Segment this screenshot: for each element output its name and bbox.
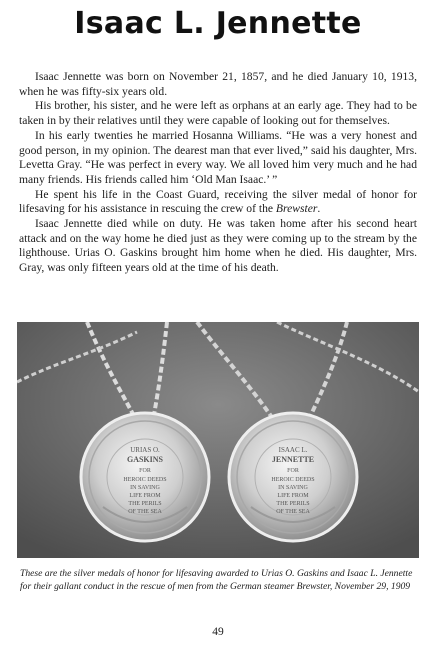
medal-left [81, 413, 209, 541]
medal-left-line-8: OF THE SEA [128, 509, 162, 515]
medal-right-line-4: HEROIC DEEDS [271, 477, 315, 483]
paragraph-marriage: In his early twenties he married Hosanna Williams. “He was a very honest and good person, in my opinion. The dearest man that ever lived,” said his daughter, Mrs. Levetta Gray. “He was perfect in every way. We all loved him very much and he had many friends. His friends called him ‘Old Man Isaac.’ ” [19, 128, 417, 186]
medals-image [17, 322, 419, 558]
medals-photo [17, 322, 419, 558]
medal-right-line-1: ISAAC L. [278, 446, 308, 454]
medal-right-line-2: JENNETTE [271, 455, 315, 464]
medal-left-line-4: HEROIC DEEDS [123, 477, 167, 483]
coast-guard-text: He spent his life in the Coast Guard, receiving the silver medal of honor for lifesaving for his assistance in rescuing the crew of the [19, 187, 417, 216]
page-title: Isaac L. Jennette [74, 6, 362, 41]
medal-left-line-3: FOR [139, 468, 151, 474]
medal-right [229, 413, 357, 541]
ship-name: Brewster [275, 202, 318, 216]
paragraph-birth: Isaac Jennette was born on November 21, 1857, and he died January 10, 1913, when he was fifty-six years old. [19, 70, 417, 98]
medal-left-line-6: LIFE FROM [129, 493, 161, 499]
medal-right-line-5: IN SAVING [278, 485, 308, 491]
medal-right-line-6: LIFE FROM [277, 493, 309, 499]
medal-right-line-8: OF THE SEA [276, 509, 310, 515]
paragraph-orphans: His brother, his sister, and he were left as orphans at an early age. They had to be taken in by their relatives until they were capable of looking out for themselves. [19, 99, 417, 128]
medal-left-line-5: IN SAVING [130, 485, 160, 491]
medal-left-line-2: GASKINS [126, 455, 164, 464]
medal-right-line-3: FOR [287, 468, 299, 474]
article-body [19, 70, 417, 276]
medal-left-line-7: THE PERILS [128, 501, 162, 507]
medal-right-line-7: THE PERILS [276, 501, 310, 507]
medal-left-line-1: URIAS O. [130, 446, 160, 454]
page-number: 49 [212, 626, 224, 638]
paragraph-death: Isaac Jennette died while on duty. He was taken home after his second heart attack and on the way home he died just as they were coming up to the stream by the lighthouse. Urias O. Gaskins brought him home when he died. His daughter, Mrs. Gray, was only fifteen years old at the time of his death. [19, 217, 417, 275]
coast-guard-end: . [317, 202, 321, 216]
photo-caption: These are the silver medals of honor for lifesaving awarded to Urias O. Gaskins and Isaac L. Jennette for their gallant conduct in the rescue of men from the German steamer Brewster, November 29, 1909 [20, 568, 413, 592]
paragraph-coast-guard [19, 188, 417, 217]
